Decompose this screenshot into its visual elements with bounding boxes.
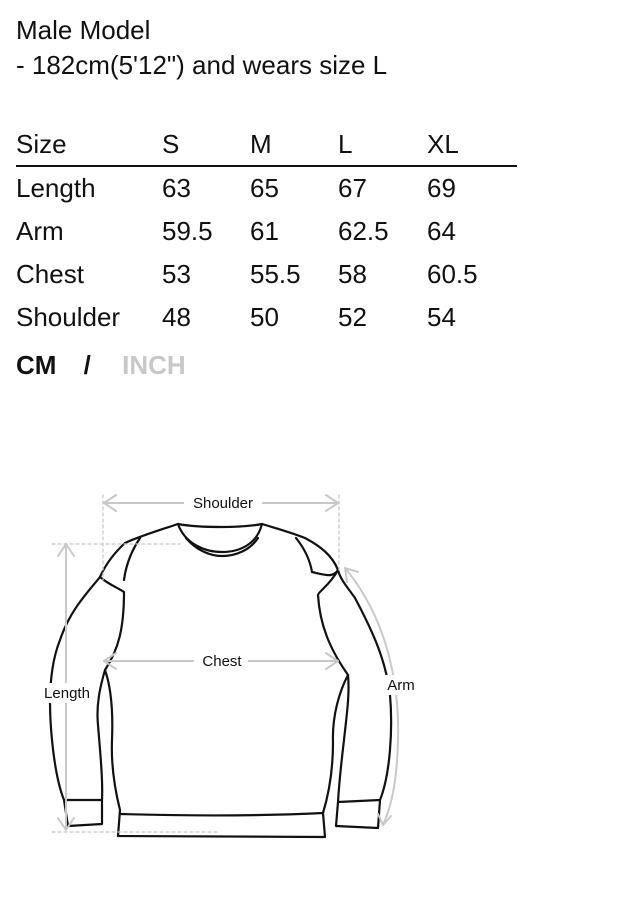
header-xl: XL xyxy=(427,124,517,166)
table-row-chest xyxy=(16,253,517,296)
arm-label: Arm xyxy=(387,677,415,694)
cell-value: 61 xyxy=(250,216,279,246)
cell-value: 64 xyxy=(427,216,456,246)
cell-value: 53 xyxy=(162,259,191,289)
row-label: Chest xyxy=(16,259,84,289)
chest-label: Chest xyxy=(202,653,242,670)
unit-cm-option[interactable]: CM xyxy=(16,350,57,380)
unit-separator: / xyxy=(83,350,91,380)
cell-value: 59.5 xyxy=(162,216,213,246)
table-row-length xyxy=(16,166,517,210)
cell-value: 63 xyxy=(162,173,191,203)
cell-value: 55.5 xyxy=(250,259,301,289)
collar-inner xyxy=(186,538,258,556)
cell-value: 60.5 xyxy=(427,259,478,289)
sweatshirt-outline xyxy=(50,524,391,837)
row-label: Arm xyxy=(16,216,64,246)
cell-value: 54 xyxy=(427,302,456,332)
hem-band-line xyxy=(121,813,323,815)
sweatshirt-body xyxy=(50,524,391,837)
shoulder-label: Shoulder xyxy=(192,495,254,512)
cell-value: 62.5 xyxy=(338,216,389,246)
size-table xyxy=(16,124,517,339)
size-table-header-row xyxy=(16,124,517,166)
row-label: Shoulder xyxy=(16,302,121,332)
header-s: S xyxy=(162,124,250,166)
cell-value: 58 xyxy=(338,259,367,289)
sweatshirt-measurement-diagram xyxy=(0,480,628,860)
cell-value: 50 xyxy=(250,302,279,332)
right-cuff xyxy=(336,800,380,828)
length-label: Length xyxy=(44,685,90,702)
header-size: Size xyxy=(16,124,162,166)
cell-value: 48 xyxy=(162,302,191,332)
model-title: Male Model xyxy=(16,15,151,45)
table-row-shoulder xyxy=(16,296,517,339)
model-description: - 182cm(5'12") and wears size L xyxy=(16,50,388,80)
right-armhole xyxy=(312,570,348,675)
table-row-arm xyxy=(16,210,517,253)
collar-rib xyxy=(178,524,262,527)
cell-value: 65 xyxy=(250,173,279,203)
left-cuff xyxy=(64,800,102,826)
cell-value: 52 xyxy=(338,302,367,332)
right-shoulder-seam xyxy=(296,538,312,572)
measurement-labels xyxy=(40,493,420,703)
cell-value: 67 xyxy=(338,173,367,203)
header-m: M xyxy=(250,124,338,166)
unit-toggle xyxy=(16,349,186,381)
cell-value: 69 xyxy=(427,173,456,203)
unit-inch-option[interactable]: INCH xyxy=(122,350,186,380)
header-l: L xyxy=(338,124,427,166)
row-label: Length xyxy=(16,173,96,203)
